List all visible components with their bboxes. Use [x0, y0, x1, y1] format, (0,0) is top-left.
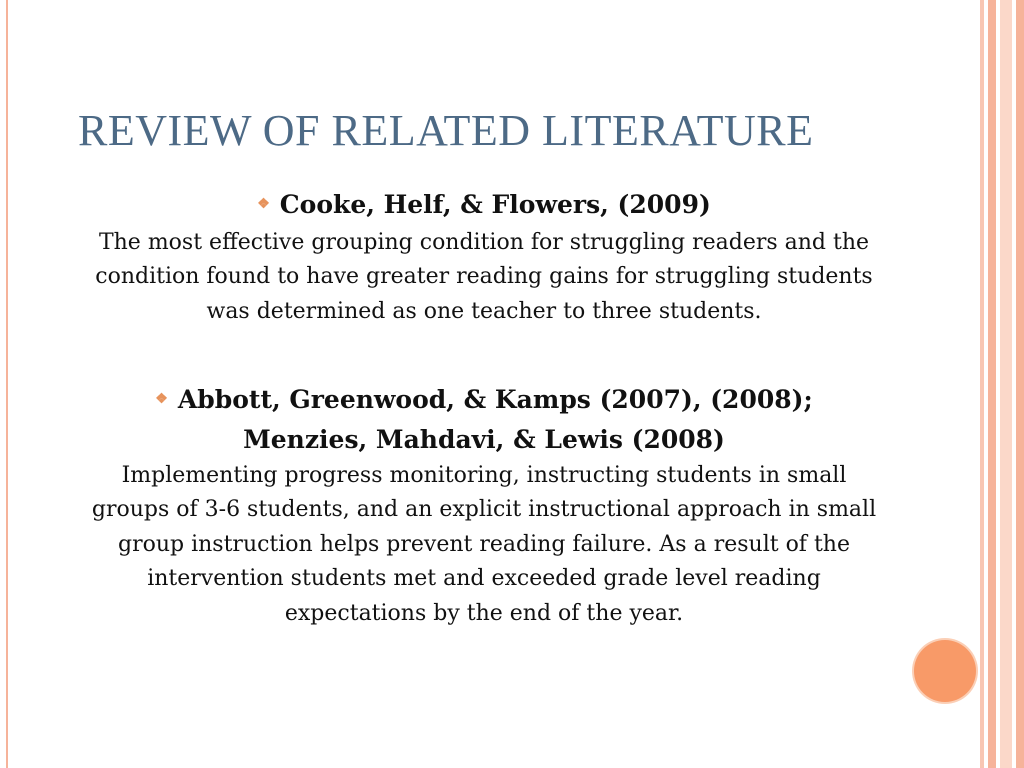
section-2-heading-line2: Menzies, Mahdavi, & Lewis (2008)	[243, 424, 725, 454]
diamond-dots-icon: ❖	[257, 195, 270, 212]
slide-content	[74, 186, 894, 631]
slide-title: REVIEW OF RELATED LITERATURE	[78, 106, 814, 155]
diamond-dots-icon: ❖	[155, 390, 168, 407]
left-border-line	[6, 0, 8, 768]
right-stripe-1	[980, 0, 984, 768]
section-2-heading	[74, 381, 894, 421]
section-1-body: The most effective grouping condition for struggling readers and the condition found to have greater reading gains for struggling students was determined as one teacher to three students.	[95, 229, 873, 324]
section-1-heading-text: Cooke, Helf, & Flowers, (2009)	[279, 190, 711, 219]
right-stripe-4	[1016, 0, 1024, 768]
section-2-heading-line1: Abbott, Greenwood, & Kamps (2007), (2008);	[177, 385, 813, 414]
right-stripe-2	[988, 0, 996, 768]
section-spacer	[74, 329, 894, 381]
accent-circle	[914, 640, 976, 702]
section-1-heading	[74, 186, 894, 226]
right-stripe-3	[1000, 0, 1012, 768]
section-2-body: Implementing progress monitoring, instructing students in small groups of 3-6 students, and an explicit instructional approach in small group instruction helps prevent reading failure. As a result of the intervention students met and exceeded grade level reading expectations by the end of the year.	[91, 462, 877, 626]
